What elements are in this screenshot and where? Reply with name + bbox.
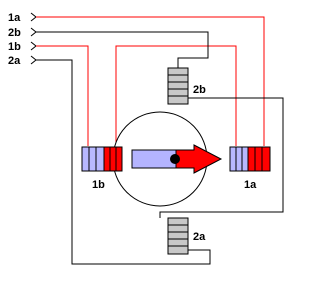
coil-label-2b: 2b bbox=[193, 84, 206, 96]
terminal-label-2a: 2a bbox=[8, 55, 21, 67]
arrow-terminal-icon bbox=[31, 13, 36, 64]
coil-label-2a: 2a bbox=[193, 231, 206, 243]
wire-2b bbox=[36, 32, 208, 68]
coil-right bbox=[230, 147, 270, 171]
terminal-label-1b: 1b bbox=[8, 41, 21, 53]
terminal-label-1a: 1a bbox=[8, 12, 21, 24]
coil-bottom bbox=[168, 218, 188, 254]
coil-label-1b: 1b bbox=[92, 179, 105, 191]
terminal-label-2b: 2b bbox=[8, 27, 21, 39]
coil-left bbox=[82, 147, 122, 171]
wire-1b-left bbox=[36, 46, 88, 146]
coil-label-1a: 1a bbox=[244, 179, 257, 191]
coil-top bbox=[168, 68, 188, 104]
